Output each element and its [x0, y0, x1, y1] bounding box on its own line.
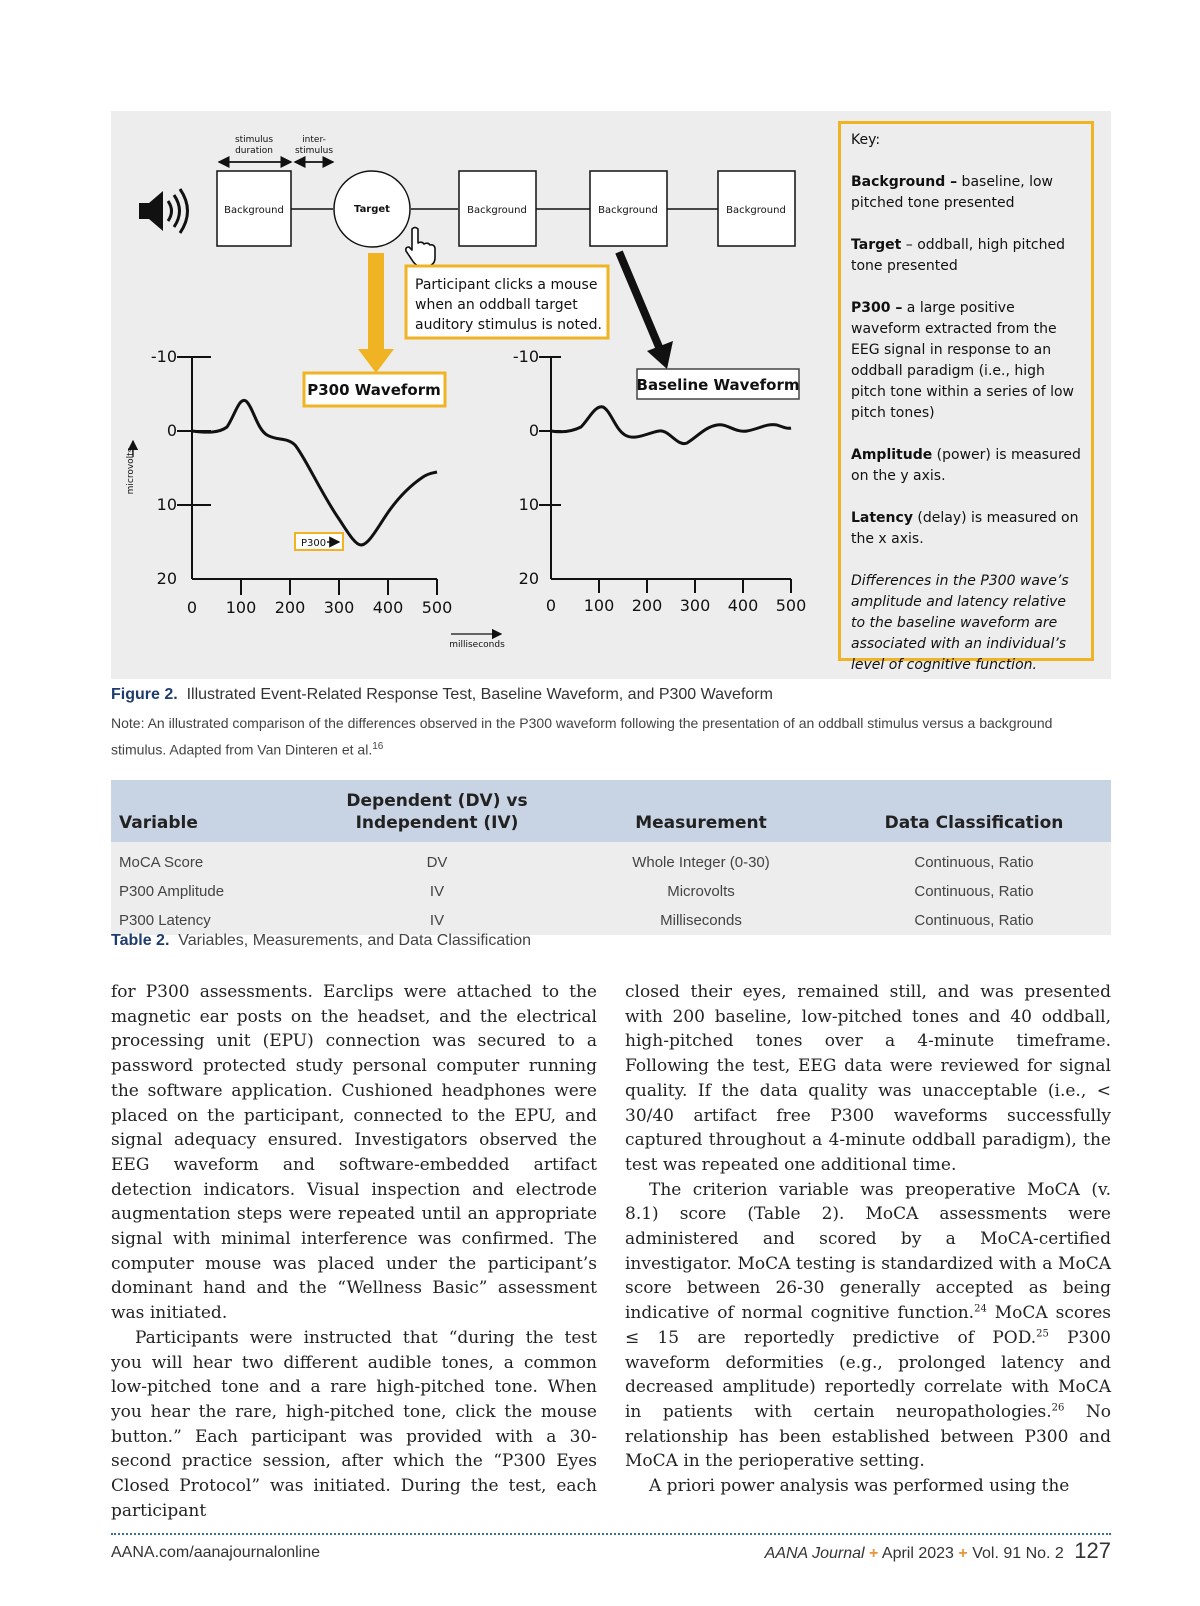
- body-column-right: [625, 980, 1111, 1499]
- key-item-amplitude: Amplitude (power) is measured on the y axis.: [851, 447, 1081, 484]
- table-cell: IV: [429, 912, 445, 929]
- table-caption: [111, 932, 531, 950]
- table-row: [111, 877, 1111, 906]
- p300-marker: [295, 533, 343, 550]
- figure-caption: [111, 686, 1111, 704]
- baseline-xtick-300: 300: [679, 596, 711, 615]
- figure-2: [111, 111, 1111, 679]
- table-row: [111, 906, 1111, 935]
- inter-stimulus-label-1: inter-: [302, 135, 326, 145]
- baseline-ytick-10: 10: [518, 495, 539, 514]
- p300-xtick-200: 200: [274, 598, 306, 617]
- key-item-latency: Latency (delay) is measured on the x axis.: [851, 510, 1079, 547]
- body-paragraph: for P300 assessments. Earclips were attached to the magnetic ear posts on the headset, and the electrical processing unit (EPU) connection was secured to a password protected study personal computer running the software application. Cushioned headphones were placed on the participant, connected to the EPU, and signal adequacy ensured. Investigators observed the EEG waveform and software-embedded artifact detection indicators. Visual inspection and electrode augmentation steps were repeated until an appropriate signal with minimal interference was confirmed. The computer mouse was placed under the participant’s dominant hand and the “Wellness Basic” assessment was initiated.: [111, 982, 597, 1324]
- callout-line-2: when an oddball target: [415, 297, 578, 313]
- table-cell: Microvolts: [667, 883, 735, 900]
- speaker-icon: [139, 189, 188, 233]
- background-label-1: Background: [224, 205, 284, 216]
- table-caption-text: Variables, Measurements, and Data Classification: [178, 932, 532, 949]
- svg-text:P300 Waveform: P300 Waveform: [307, 381, 441, 399]
- svg-text:Baseline Waveform: Baseline Waveform: [636, 376, 800, 394]
- plus-icon: +: [958, 1545, 968, 1562]
- p300-ytick-neg10: -10: [150, 347, 177, 366]
- y-axis-label: microvolts: [126, 447, 136, 495]
- table-cell: Continuous, Ratio: [914, 883, 1034, 900]
- baseline-xtick-500: 500: [775, 596, 807, 615]
- stimulus-chain: [217, 171, 795, 247]
- p300-ytick-10: 10: [156, 495, 177, 514]
- citation-ref: 24: [974, 1303, 987, 1315]
- p300-xtick-500: 500: [421, 598, 453, 617]
- table-cell: Milliseconds: [660, 912, 742, 929]
- background-label-4: Background: [726, 205, 786, 216]
- footer-journal-info: [765, 1538, 1111, 1564]
- footer-date: April 2023: [881, 1545, 954, 1562]
- baseline-arrow: [619, 252, 673, 369]
- table-header-measurement: Measurement: [635, 813, 767, 833]
- figure-caption-text: Illustrated Event-Related Response Test, Baseline Waveform, and P300 Waveform: [186, 686, 773, 703]
- stimulus-duration-label-1: stimulus: [234, 135, 274, 145]
- plus-icon: +: [869, 1545, 879, 1562]
- baseline-waveform-label: [637, 369, 800, 399]
- figure-note-ref: 16: [372, 741, 384, 752]
- figure-key: [838, 121, 1094, 673]
- footer-divider: [111, 1533, 1111, 1535]
- body-paragraph: The criterion variable was preoperative MoCA (v. 8.1) score (Table 2). MoCA assessments were administered and scored by a MoCA-certified investigator. MoCA testing is standardized with a MoCA score between 26-30 generally accepted as being indicative of normal cognitive function.$^{24}$ MoCA scores ≤ 15 are reportedly predictive of POD.$^{25}$ P300 waveform deformities (e.g., prolonged latency and decreased amplitude) reportedly correlate with MoCA in patients with certain neuropathologies.$^{26}$ No relationship has been established between P300 and MoCA in the perioperative setting.: [625, 1179, 1111, 1472]
- footer-website: AANA.com/aanajournalonline: [111, 1544, 321, 1561]
- table-cell: P300 Latency: [119, 912, 211, 929]
- baseline-waveform-curve: [551, 407, 791, 444]
- footer-journal: AANA Journal: [764, 1545, 865, 1562]
- inter-stimulus-label-2: stimulus: [294, 146, 334, 156]
- p300-xtick-300: 300: [323, 598, 355, 617]
- page-number: 127: [1074, 1538, 1111, 1563]
- table-header-classification: Data Classification: [884, 813, 1064, 833]
- table-cell: MoCA Score: [119, 854, 204, 871]
- figure-note: Note: An illustrated comparison of the differences observed in the P300 waveform following the presentation of an oddball stimulus versus a background stimulus. Adapted from Van Dinteren et al.$^{16}$: [111, 715, 1053, 758]
- p300-xtick-0: 0: [186, 598, 198, 617]
- table-header-variable: Variable: [119, 813, 198, 833]
- table-cell: DV: [426, 854, 448, 871]
- stimulus-duration-label-2: duration: [235, 146, 273, 156]
- key-closing-note: Differences in the P300 wave’s amplitude and latency relative to the baseline waveform are associated with an individual’s level of cognitive function.: [851, 573, 1069, 673]
- baseline-xtick-0: 0: [545, 596, 557, 615]
- target-label: Target: [354, 204, 390, 215]
- body-paragraph: closed their eyes, remained still, and was presented with 200 baseline, low-pitched tones and 40 oddball, high-pitched tones over a 4-minute timeframe. Following the test, EEG data were reviewed for signal quality. If the data quality was unacceptable (i.e., < 30/40 artifact free P300 waveforms successfully captured throughout a 4-minute oddball paradigm), the test was repeated one additional time.: [625, 982, 1111, 1175]
- baseline-xtick-200: 200: [631, 596, 663, 615]
- p300-xtick-400: 400: [372, 598, 404, 617]
- p300-ytick-20: 20: [156, 569, 177, 588]
- baseline-ytick-20: 20: [518, 569, 539, 588]
- key-item-background: Background – baseline, low pitched tone presented: [851, 174, 1054, 211]
- table-header-row: [111, 780, 1111, 842]
- citation-ref: 26: [1051, 1402, 1065, 1414]
- body-paragraph: A priori power analysis was performed using the: [649, 1476, 1070, 1497]
- p300-waveform-label: [304, 373, 445, 406]
- baseline-ytick-neg10: -10: [512, 347, 539, 366]
- baseline-xtick-400: 400: [727, 596, 759, 615]
- p300-ytick-0: 0: [166, 421, 177, 440]
- baseline-ytick-0: 0: [528, 421, 539, 440]
- table-cell: Continuous, Ratio: [914, 912, 1034, 929]
- hand-cursor-icon: [406, 228, 435, 267]
- body-column-left: [111, 980, 597, 1523]
- x-axis-label: milliseconds: [449, 640, 505, 650]
- footer-volume: Vol. 91 No. 2: [972, 1545, 1064, 1562]
- table-header-dv-iv: Dependent (DV) vs Independent (IV): [346, 791, 528, 833]
- p300-arrow: [358, 253, 394, 373]
- table-cell: Continuous, Ratio: [914, 854, 1034, 871]
- baseline-xtick-100: 100: [583, 596, 615, 615]
- body-paragraph: Participants were instructed that “during the test you will hear two different audible tones, a common low-pitched tone and a rare high-pitched tone. When you hear the rare, high-pitched tone, click the mouse button.” Each participant was provided with a 30-second practice session, after which the “P300 Eyes Closed Protocol” was initiated. During the test, each participant: [111, 1327, 597, 1521]
- key-title: Key:: [851, 132, 881, 148]
- figure-caption-lead: Figure 2.: [111, 686, 178, 703]
- table-cell: IV: [429, 883, 445, 900]
- svg-text:P300: P300: [301, 538, 327, 549]
- p300-waveform-curve: [192, 400, 437, 545]
- mouse-click-callout: [406, 266, 608, 338]
- table-cell: Whole Integer (0-30): [632, 854, 770, 871]
- table-2: [111, 780, 1111, 935]
- background-label-3: Background: [598, 205, 658, 216]
- callout-line-3: auditory stimulus is noted.: [415, 317, 602, 333]
- table-cell: P300 Amplitude: [119, 883, 225, 900]
- table-row: [111, 842, 1111, 877]
- key-item-p300: P300 – a large positive waveform extracted from the EEG signal in response to an oddball paradigm (i.e., high pitch tone within a series of low pitch tones): [851, 300, 1074, 421]
- key-item-target: Target – oddball, high pitched tone presented: [851, 237, 1066, 274]
- p300-xtick-100: 100: [225, 598, 257, 617]
- background-label-2: Background: [467, 205, 527, 216]
- table-caption-lead: Table 2.: [111, 932, 170, 949]
- citation-ref: 25: [1036, 1328, 1049, 1340]
- callout-line-1: Participant clicks a mouse: [415, 277, 598, 293]
